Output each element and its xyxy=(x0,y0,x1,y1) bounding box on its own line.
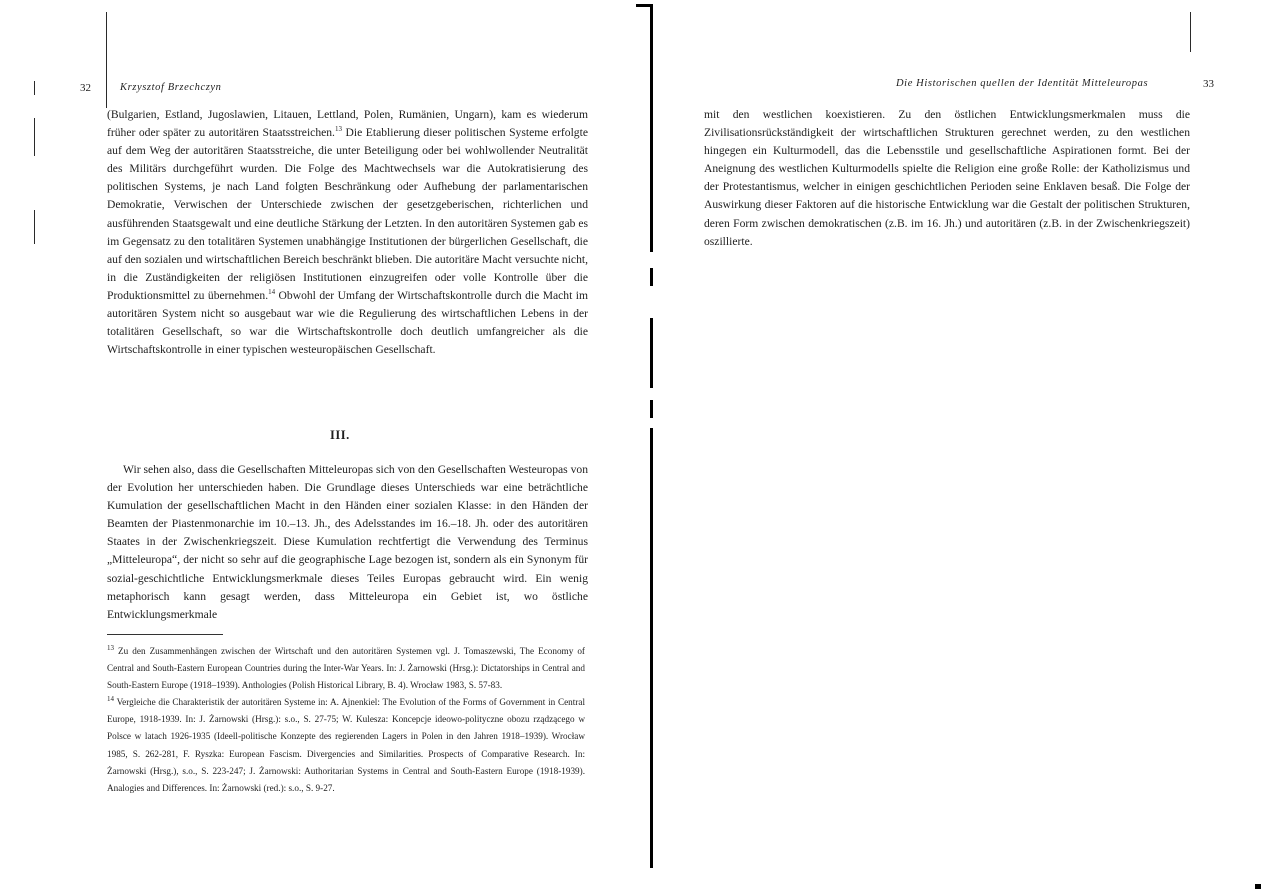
paragraph xyxy=(107,461,588,624)
paragraph-text: Wir sehen also, dass die Gesellschaften Mitteleuropas sich von den Gesellschaften Westeuropas von der Evolution her unterschieden haben. Die Grundlage dieses Unterschieds war eine beträchtliche Kumulation der gesellschaftlichen Macht in den Händen einer sozialen Klasse: in den Händen der Beamten der Piastenmonarchie im 10.–13. Jh., des Adelsstandes im 16.–18. Jh. oder des autoritären Staates in der Zwischenkriegszeit. Diese Kumulation rechtfertigt die Verwendung des Terminus „Mitteleuropa“, der nicht so sehr auf die geographische Lage bezogen ist, sondern als ein Synonym für sozial-geschichtliche Entwicklungsmerkmale dieses Teiles Europas gebraucht wird. Ein wenig metaphorisch kann gesagt werden, dass Mitteleuropa ein Gebiet ist, wo östliche Entwicklungsmerkmale xyxy=(107,463,588,621)
paragraph xyxy=(107,106,588,359)
right-margin-mark xyxy=(1190,12,1191,52)
paragraph-text: Obwohl der Umfang der Wirtschaftskontrolle durch die Macht im autoritären System nicht so ausgebaut war wie die Regulierung des wirtschaftlichen Lebens in der totalitären Gesellschaft, so war die Wirtschaftskontrolle doch deutlich umfangreicher als die Wirtschaftskontrolle in einer typischen westeuropäischen Gesellschaft. xyxy=(107,288,588,357)
right-page xyxy=(650,0,1263,893)
footnotes xyxy=(107,643,585,797)
scan-corner-mark xyxy=(1255,884,1261,889)
page-number: 33 xyxy=(1203,78,1214,90)
footnote-divider xyxy=(107,634,223,635)
left-margin-mark xyxy=(34,210,35,244)
running-head: Krzysztof Brzechczyn xyxy=(120,82,222,93)
left-page xyxy=(0,0,630,893)
footnote-14 xyxy=(107,694,585,797)
gutter xyxy=(630,0,650,893)
paragraph-text: (Bulgarien, Estland, Jugoslawien, Litauen, Lettland, Polen, Rumänien, Ungarn), kam es wiederum früher oder später zu autoritären Staatsstreichen. xyxy=(107,108,588,140)
running-head: Die Historischen quellen der Identität Mitteleuropas xyxy=(896,78,1149,89)
footnote-text: Vergleiche die Charakteristik der autoritären Systeme in: A. Ajnenkiel: The Evolution of the Forms of Government in Central Europe, 1918-1939. In: J. Żarnowski (Hrsg.): s.o., S. 27-75; W. Kulesza: Koncepcje ideowo-polityczne obozu rządzącego w Polsce w latach 1926-1935 (Ideell-politische Konzepte des regierenden Lagers in Polen in den Jahren 1918–1939). Wrocław 1985, S. 262-281, F. Ryszka: European Fascism. Divergencies and Similarities. Prospects of Comparative Research. In: Żarnowski (Hrsg.), s.o., S. 223-247; J. Żarnowski: Authoritarian Systems in Central and South-Eastern Europe (1918-1939). Analogies and Differences. In: Żarnowski (red.): s.o., S. 9-27. xyxy=(107,697,585,793)
header-rule xyxy=(106,12,107,108)
footnote-text: Zu den Zusammenhängen zwischen der Wirtschaft und den autoritären Systemen vgl. J. Tomaszewski, The Economy of Central and South-Eastern European Countries during the Inter-War Years. In: J. Żarnowski (Hrsg.): Dictatorships in Central and South-Eastern Europe (1918–1939). Anthologies (Polish Historical Library, B. 4). Wrocław 1983, S. 57-83. xyxy=(107,646,585,691)
footnote-number: 14 xyxy=(107,695,114,704)
section-heading: III. xyxy=(330,428,350,442)
footnote-number: 13 xyxy=(107,643,114,652)
footnote-13 xyxy=(107,643,585,694)
page-number: 32 xyxy=(80,82,91,94)
left-margin-mark xyxy=(34,81,35,95)
footnote-ref: 13 xyxy=(334,125,342,134)
paragraph-text: Die Etablierung dieser politischen Systeme erfolgte auf dem Weg der autoritären Staatsstreiche, die unter Beteiligung oder bei wohlwollender Neutralität des Militärs durchgeführt wurden. Die Folge des Machtwechsels war die Autokratisierung des politischen Systems, je nach Land folgten Beschränkung oder Aufhebung der parlamentarischen Demokratie, Verwischen der Unterschiede zwischen der gesetzgeberischen, richterlichen und ausführenden Staatsgewalt und eine deutliche Stärkung der Letzten. In den autoritären Systemen gab es im Gegensatz zu den totalitären Systemen unabhängige Institutionen der bürgerlichen Gesellschaft, die auf den sozialen und wirtschaftlichen Bereich beschränkt blieben. Die autoritäre Macht versuchte nicht, in die Zuständigkeiten der religiösen Institutionen einzugreifen oder volle Kontrolle über die Produktionsmittel zu übernehmen. xyxy=(107,126,588,302)
paragraph-text: mit den westlichen koexistieren. Zu den östlichen Entwicklungsmerkmalen muss die Zivilisationsrückständigkeit der wirtschaftlichen Strukturen gerechnet werden, zu den westlichen hingegen ein Kulturmodell, das die Lebensstile und gesellschaftliche Aspirationen formt. Bei der Aneignung des westlichen Kulturmodells spielte die Religion eine große Rolle: der Katholizismus und der Protestantismus, welcher in einigen geschichtlichen Perioden seine Enklaven besaß. Die Folge der Auswirkung dieser Faktoren auf die historische Entwicklung war die Gestalt der politischen Strukturen, deren Form zwischen demokratischen (z.B. im 16. Jh.) und autoritären (z.B. in der Zwischenkriegszeit) oszillierte. xyxy=(704,108,1190,248)
paragraph xyxy=(704,106,1190,251)
spine-top-mark xyxy=(636,4,650,7)
footnote-ref: 14 xyxy=(268,288,276,297)
left-margin-mark xyxy=(34,118,35,156)
